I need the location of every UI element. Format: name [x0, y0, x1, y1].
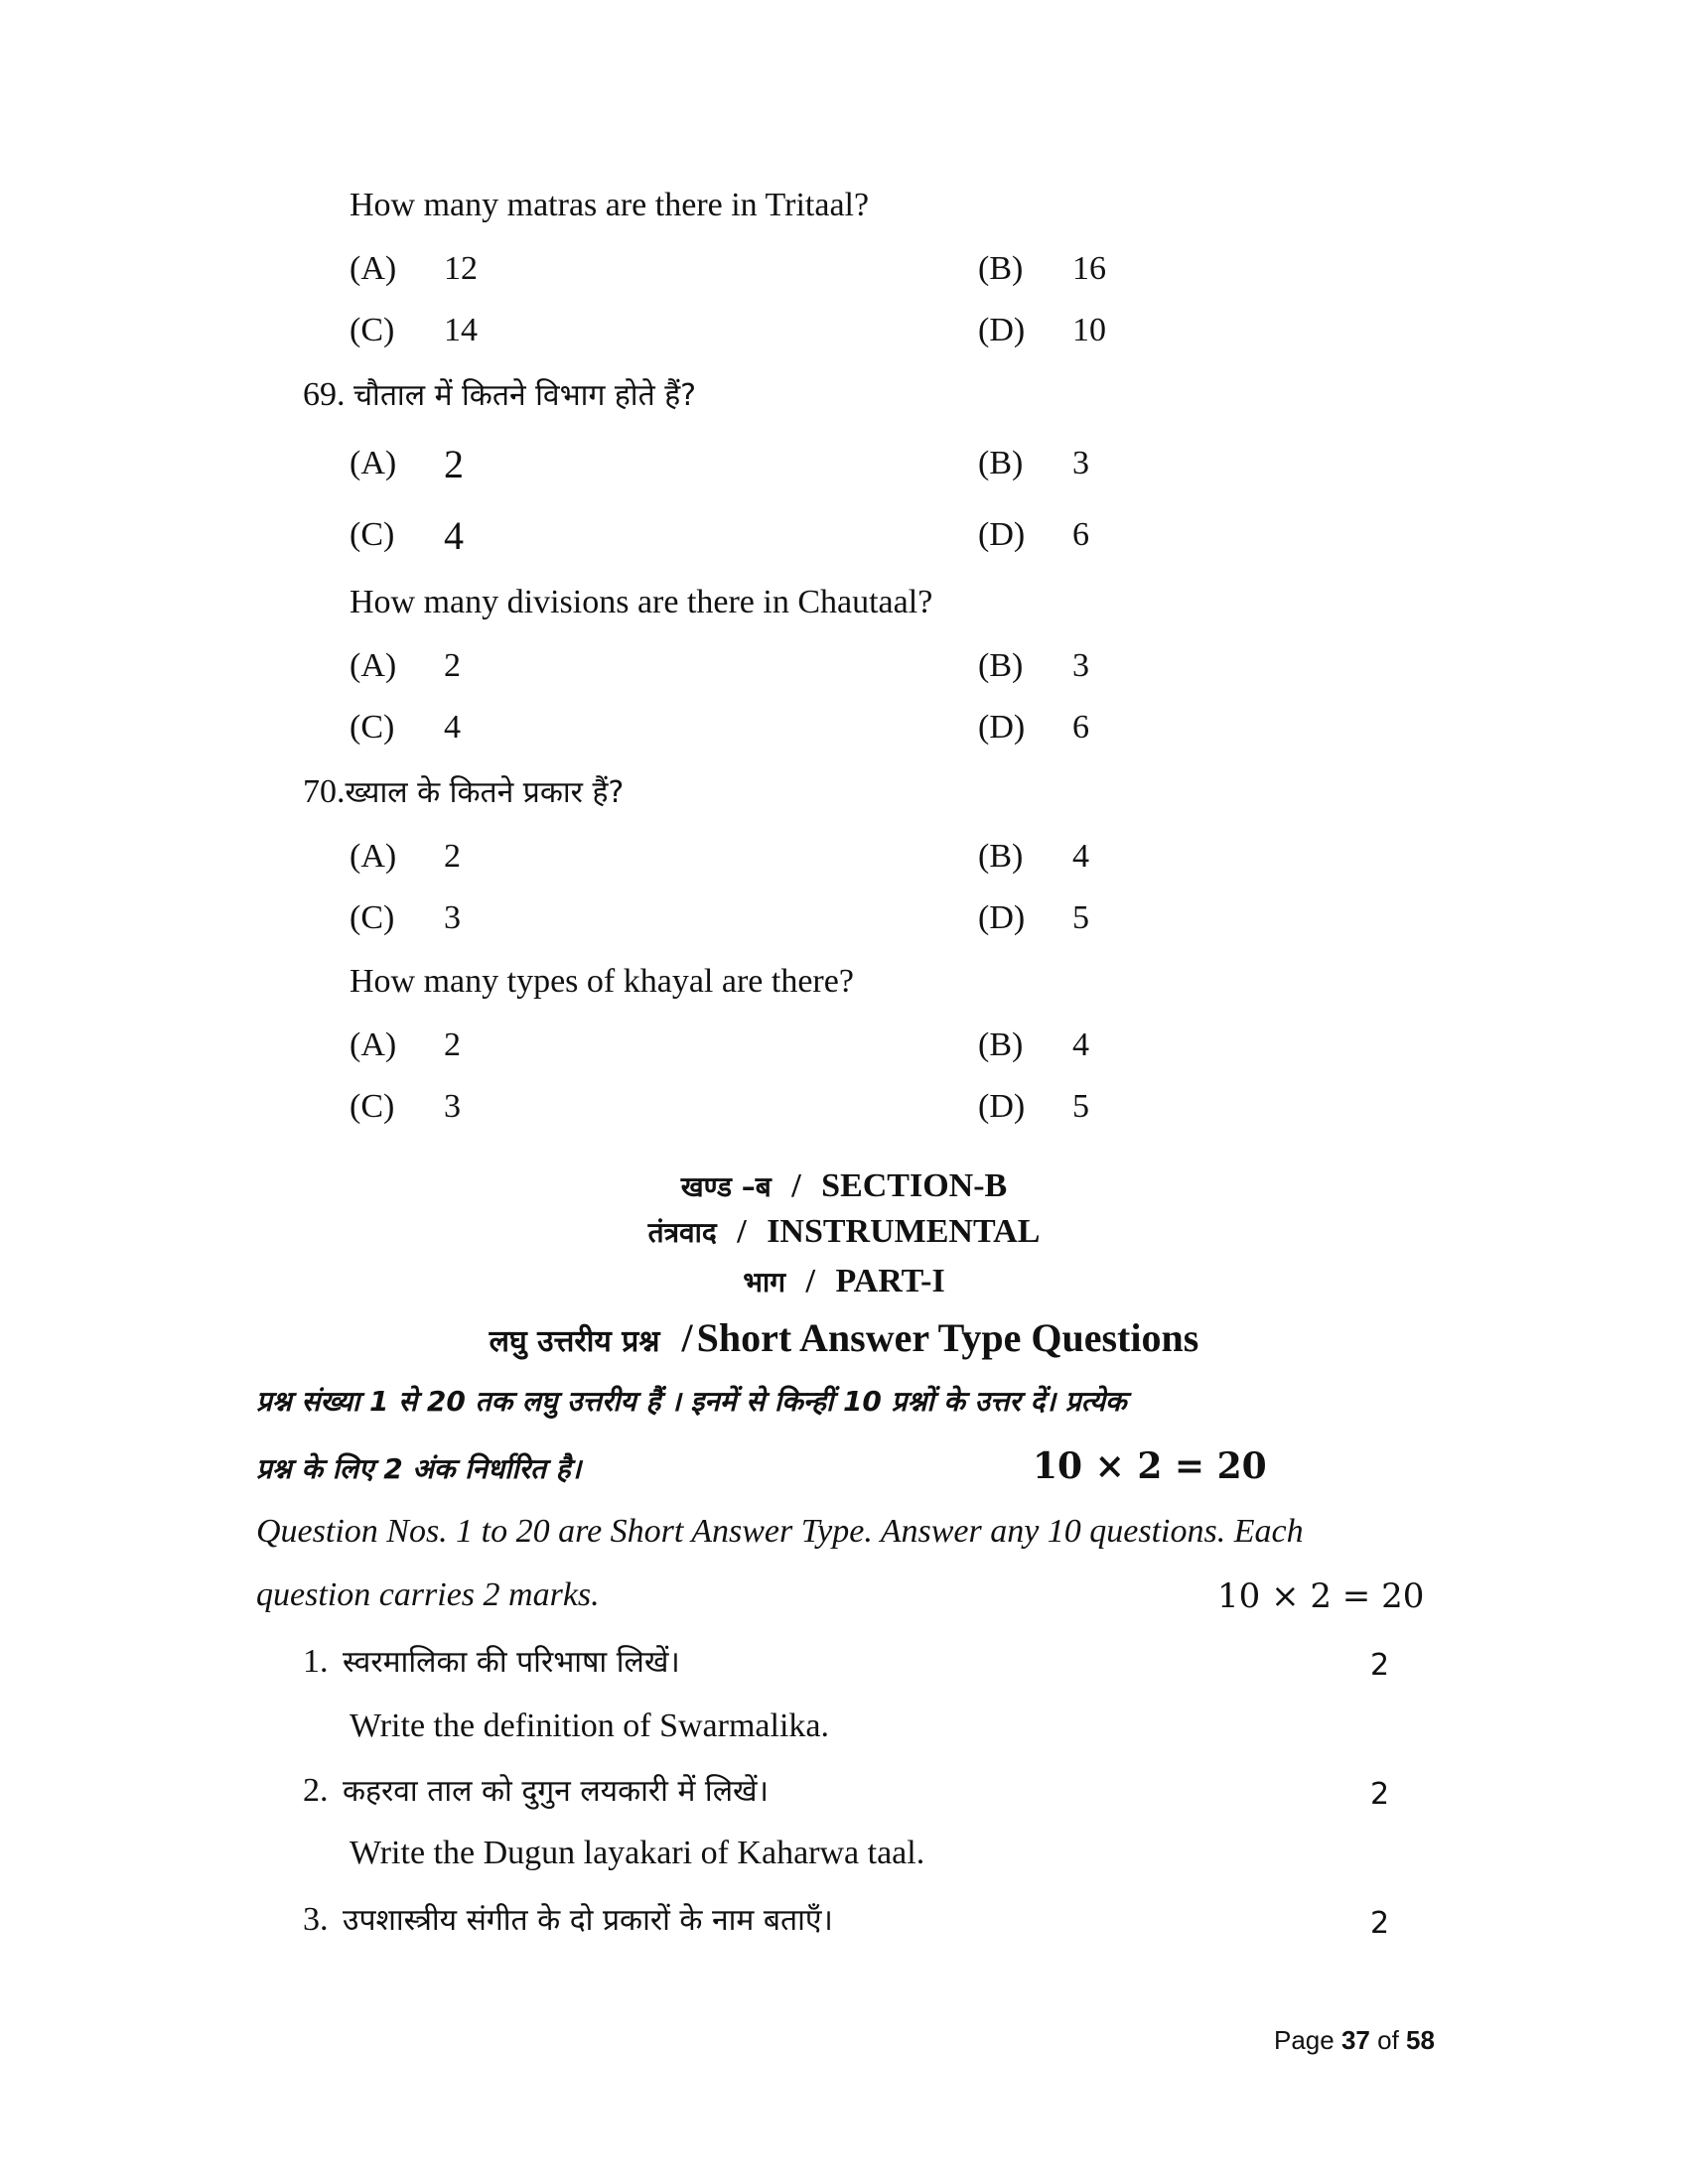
option-label-b: (B): [978, 445, 1024, 481]
separator: /: [791, 1167, 801, 1204]
question-number: 69.: [303, 376, 346, 413]
short-question-2: [303, 1769, 769, 1810]
page-of: of: [1377, 2025, 1399, 2055]
option-value-a: 12: [444, 250, 478, 287]
question-text-hindi: स्वरमालिका की परिभाषा लिखें।: [343, 1645, 680, 1680]
instructions-hindi-line1: प्रश्न संख्या 1 से 20 तक लघु उत्तरीय हैं । इनमें से किन्हीं 10 प्रश्नों के उत्तर दें। प्रत्येक: [256, 1385, 1127, 1418]
question-marks: 2: [1370, 1648, 1390, 1683]
separator: /: [805, 1263, 815, 1299]
question-number: 1.: [303, 1643, 329, 1680]
option-label-c: (C): [350, 312, 395, 348]
option-value-b: 16: [1072, 250, 1106, 287]
part-heading-english: PART-I: [835, 1263, 945, 1299]
question-prompt: ख्याल के कितने प्रकार हैं?: [345, 775, 625, 810]
question-number: 2.: [303, 1772, 329, 1809]
question-text-english: Write the definition of Swarmalika.: [350, 1707, 829, 1744]
separator: /: [737, 1213, 747, 1250]
option-value-d: 6: [1072, 516, 1089, 553]
option-value-c: 3: [444, 899, 461, 936]
page-prefix: Page: [1274, 2025, 1335, 2055]
option-value-c: 3: [444, 1088, 461, 1125]
option-label-d: (D): [978, 709, 1026, 746]
question-number: 70.: [303, 773, 346, 810]
question-marks: 2: [1370, 1777, 1390, 1812]
option-value-b: 3: [1072, 647, 1089, 684]
option-value-d: 5: [1072, 1088, 1089, 1125]
option-value-d: 10: [1072, 312, 1106, 348]
subject-heading-hindi: तंत्रवाद: [647, 1216, 717, 1249]
question-text-hindi: कहरवा ताल को दुगुन लयकारी में लिखें।: [343, 1774, 769, 1809]
section-heading-hindi: खण्ड –ब: [680, 1170, 772, 1203]
part-heading: [0, 1263, 1688, 1300]
option-label-d: (D): [978, 312, 1026, 348]
instructions-english-line1: Question Nos. 1 to 20 are Short Answer Type. Answer any 10 questions. Each: [256, 1513, 1304, 1550]
option-label-a: (A): [350, 647, 397, 684]
question-type-english: Short Answer Type Questions: [696, 1315, 1199, 1360]
marks-formula-hindi: 10 × 2 = 20: [1033, 1445, 1267, 1487]
question-type-hindi: लघु उत्तरीय प्रश्न: [489, 1324, 660, 1359]
subject-heading-english: INSTRUMENTAL: [767, 1213, 1041, 1250]
option-label-d: (D): [978, 1088, 1026, 1125]
separator: /: [681, 1315, 693, 1360]
question-text-hindi: उपशास्त्रीय संगीत के दो प्रकारों के नाम बताएँ।: [343, 1903, 833, 1938]
option-value-c: 4: [444, 513, 464, 558]
option-value-b: 4: [1072, 1026, 1089, 1063]
part-heading-hindi: भाग: [743, 1266, 785, 1298]
option-label-c: (C): [350, 516, 395, 553]
option-label-d: (D): [978, 516, 1026, 553]
option-label-c: (C): [350, 1088, 395, 1125]
option-value-b: 4: [1072, 838, 1089, 875]
option-value-a: 2: [444, 442, 464, 486]
marks-formula-english: 10 × 2 = 20: [1217, 1576, 1425, 1616]
option-value-c: 4: [444, 709, 461, 746]
instructions-hindi-line2: प्रश्न के लिए 2 अंक निर्धारित है।: [256, 1452, 582, 1485]
section-heading: [0, 1167, 1688, 1205]
option-label-d: (D): [978, 899, 1026, 936]
question-number: 3.: [303, 1901, 329, 1938]
question-marks: 2: [1370, 1906, 1390, 1941]
option-value-a: 2: [444, 647, 461, 684]
question-text-english: Write the Dugun layakari of Kaharwa taal.: [350, 1835, 925, 1871]
question-prompt: How many types of khayal are there?: [350, 963, 854, 1000]
option-value-c: 14: [444, 312, 478, 348]
question-prompt: How many divisions are there in Chautaal?: [350, 584, 933, 620]
option-label-c: (C): [350, 709, 395, 746]
question-69-hindi: [303, 373, 696, 414]
option-label-b: (B): [978, 1026, 1024, 1063]
option-label-b: (B): [978, 838, 1024, 875]
option-value-a: 2: [444, 838, 461, 875]
option-label-a: (A): [350, 838, 397, 875]
question-prompt: चौताल में कितने विभाग होते हैं?: [353, 378, 697, 413]
question-type-heading: [0, 1314, 1688, 1361]
option-label-a: (A): [350, 1026, 397, 1063]
subject-heading: [0, 1213, 1688, 1251]
option-label-a: (A): [350, 445, 397, 481]
option-value-b: 3: [1072, 445, 1089, 481]
option-label-a: (A): [350, 250, 397, 287]
question-70-hindi: [303, 770, 624, 811]
page-number: [1274, 2025, 1435, 2056]
option-value-d: 6: [1072, 709, 1089, 746]
question-prompt: How many matras are there in Tritaal?: [350, 187, 870, 223]
option-value-d: 5: [1072, 899, 1089, 936]
total-pages: 58: [1406, 2025, 1435, 2055]
current-page: 37: [1340, 2025, 1370, 2055]
instructions-english-line2: question carries 2 marks.: [256, 1576, 600, 1613]
option-value-a: 2: [444, 1026, 461, 1063]
section-heading-english: SECTION-B: [821, 1167, 1008, 1204]
option-label-b: (B): [978, 250, 1024, 287]
option-label-b: (B): [978, 647, 1024, 684]
short-question-1: [303, 1640, 680, 1681]
option-label-c: (C): [350, 899, 395, 936]
short-question-3: [303, 1898, 833, 1939]
